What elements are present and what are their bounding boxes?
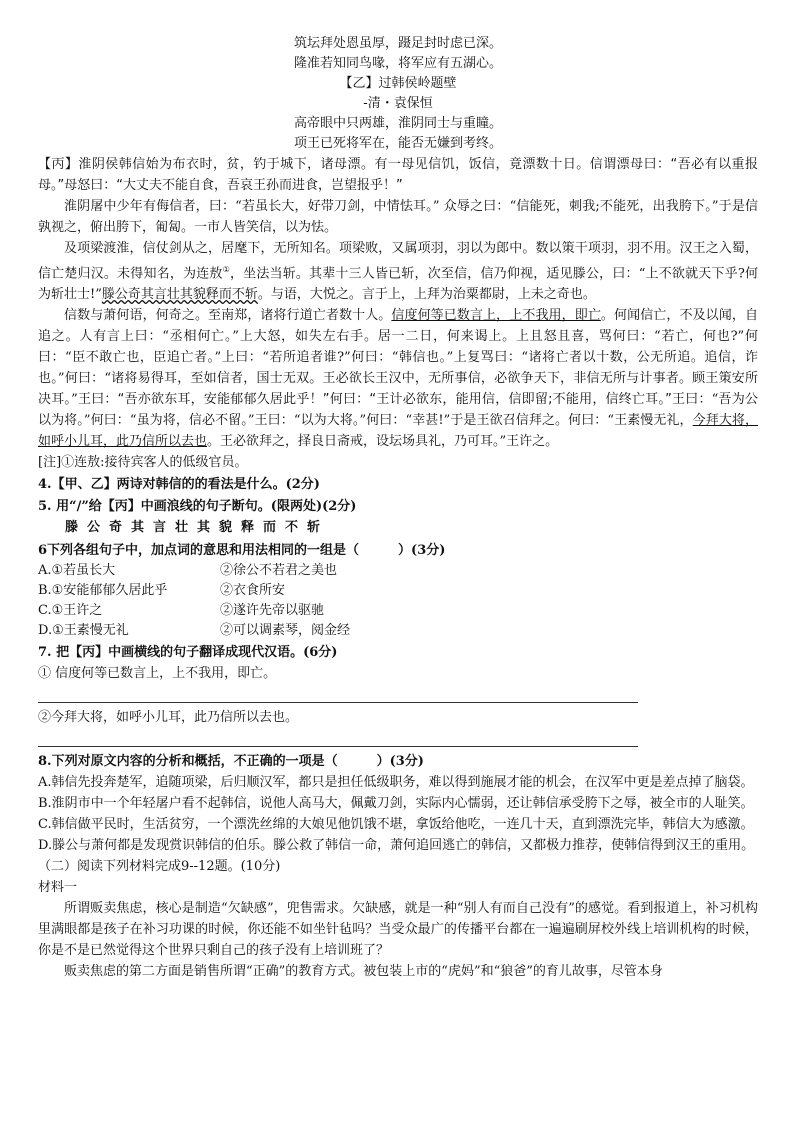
option-a: A.①若虽长大 (38, 563, 116, 579)
question-5: 5. 用“/”给【丙】中画浪线的句子断句。(限两处)(2分) (38, 499, 357, 515)
text-span: 【丙】淮阴侯韩信始为布衣时，贫，钓于城下，诸母漂。有一母见信饥，饭信，竟漂数十日。信谓漂母曰： (38, 157, 671, 172)
text-span: 母怒曰： (64, 178, 117, 193)
poem-yi (38, 74, 758, 154)
wavy-underlined-sentence: 滕公奇其言壮其貌释而不斩 (101, 287, 258, 303)
answer-line[interactable] (38, 684, 638, 703)
passage-paragraph: 淮阴屠中少年有侮信者，曰：“若虽长大，好带刀剑，中情怯耳。” 众辱之曰：“信能死，刺我;不能死，出我胯下。”于是信孰视之，俯出胯下，匍匐。一市人皆笑信，以为怯。 (38, 199, 758, 235)
text-span: “吾亦欲东耳，安能郁郁久居此乎！” (117, 392, 330, 408)
text-span: 及项梁渡淮，信仗剑从之，居麾下，无所知名。项梁败，又属项羽，羽以为郎中。数以策干项羽，羽不用。汉王之入蜀，信亡楚归汉。未得知名，为连敖 (38, 241, 758, 282)
text-span: “大丈夫不能自食，吾哀王孙而进食，岂望报乎！” (116, 178, 403, 193)
option-a: D.①王素慢无礼 (38, 623, 129, 639)
option-row (38, 561, 758, 581)
answer-line[interactable] (38, 728, 638, 747)
option-b: ②衣食所安 (220, 583, 286, 599)
question-5-sentence: 滕公奇其言壮其貌释而不斩 (65, 520, 330, 536)
poem-jia-tail (38, 34, 758, 74)
question-6-options (38, 561, 758, 641)
document-page (38, 34, 758, 982)
passage-bing (38, 154, 758, 473)
text-span: 何曰： (329, 392, 370, 408)
text-span: “吾必有以重报母。” (38, 157, 758, 193)
passage-paragraph (38, 154, 758, 196)
option-row (38, 581, 758, 601)
text-span: 信数与萧何语，何奇之。至南郑，诸将行道亡者数十人。 (64, 308, 392, 324)
footnote-marker: ① (222, 265, 230, 274)
option-row (38, 621, 758, 641)
text-span: 。与语，大悦之。言于上，上拜为治粟都尉，上未之奇也。 (257, 287, 596, 303)
material-paragraph: 所谓贩卖焦虑，核心是制造“欠缺感”，兜售需求。欠缺感，就是一种“别人有而自己没有”的感觉。看到报道上，补习机构里满眼都是孩子在补习功课的时候，你还能不如坐针毡吗？当受众最广的传播平台都在一遍遍刷屏校外线上培训机构的时候，你是不是已然觉得这个世界只剩自己的孩子没有上培训班了？ (38, 901, 758, 959)
option-a: B.①安能郁郁久居此乎 (38, 583, 168, 599)
section-heading: （二）阅读下列材料完成9--12题。(10分) (38, 859, 281, 875)
question-8-option: C.韩信做平民时，生活贫穷，一个漂洗丝绵的大娘见他饥饿不堪，拿饭给他吃，一连几十天，直到漂洗完毕，韩信大为感激。 (38, 817, 754, 833)
question-4: 4.【甲、乙】两诗对韩信的的看法是什么。(2分) (38, 477, 320, 493)
question-7-item-1: ① 信度何等已数言上，上不我用，即亡。 (38, 666, 277, 682)
poem-author: -清・袁保恒 (363, 96, 433, 111)
option-row (38, 601, 758, 621)
passage-paragraph (38, 238, 758, 305)
poem-line: 隆准若知同鸟喙，将军应有五湖心。 (293, 56, 502, 71)
material-label: 材料一 (38, 880, 78, 896)
poem-line: 项王已死将军在，能否无嫌到考终。 (293, 136, 502, 151)
text-span: 。何闻信亡，不及以闻，自追之。人有言上曰：“丞相何亡。”上大怒，如失左右手。居一二日，何来谒上。上且怒且喜，骂何曰：“若亡，何也?”何曰：“臣不敢亡也，臣追亡者。”上曰：“若所追者谁?”何曰：“韩信也。”上复骂曰：“诸将亡者以十数，公无所追。追信，诈也。”何曰：“诸将易得耳，至如信者，国士无双。王必欲长王汉中，无所事信，必欲争天下，非信无所与计事者。顾王策安所决耳。”王曰： (38, 308, 758, 408)
footnote: [注]①连敖:接待宾客人的低级官员。 (38, 455, 248, 471)
underlined-sentence-2: 今拜大将，如呼小儿耳，此乃信所以去也 (38, 413, 758, 450)
option-b: ②可以调素琴，阅金经 (220, 623, 351, 639)
option-b: ②遂许先帝以驱驰 (220, 603, 325, 619)
option-a: C.①王许之 (38, 603, 103, 619)
underlined-sentence-1: 信度何等已数言上，上不我用，即亡 (391, 308, 601, 324)
poem-line: 高帝眼中只两雄，淮阴同士与重瞳。 (293, 116, 502, 131)
text-span: ，坐法当斩。其辈十三人皆已斩，次至信，信乃仰视，适见滕公，曰：“上不欲就天下乎?何为斩壮士!” (38, 266, 758, 303)
option-b: ②徐公不若君之美也 (220, 563, 338, 579)
text-span: 。王必欲拜之，择良日斋戒，设坛场具礼，乃可耳。”王许之。 (207, 434, 559, 450)
poem-title: 【乙】过韩侯岭题壁 (339, 76, 457, 91)
question-7-item-2: ②今拜大将，如呼小儿耳，此乃信所以去也。 (38, 710, 299, 726)
passage-paragraph (38, 305, 758, 452)
question-8-option: A.韩信先投奔楚军，追随项梁，后归顺汉军，都只是担任低级职务，难以得到施展才能的机会，在汉军中更是差点掉了脑袋。 (38, 775, 754, 791)
poem-line: 筑坛拜处恩虽厚，蹑足封时虑已深。 (293, 36, 502, 51)
question-7: 7. 把【丙】中画横线的句子翻译成现代汉语。(6分) (38, 645, 338, 661)
text-span: 王曰：“吾为公以为将。”何曰：“虽为将，信必不留。”王曰：“以为大将。”何曰：“幸甚!”于是王欲召信拜之。何曰：“王素慢无礼， (38, 392, 758, 429)
question-8-option: B.淮阴市中一个年轻屠户看不起韩信，说他人高马大，佩戴刀剑，实际内心懦弱，还让韩信承受胯下之辱，被全市的人耻笑。 (38, 796, 754, 812)
question-8-option: D.滕公与萧何都是发现赏识韩信的伯乐。滕公救了韩信一命，萧何追回逃亡的韩信，又都极力推荐，使韩信得到汉王的重用。 (38, 838, 755, 854)
text-span: “王计必欲东，能用信，信即留;不能用，信终亡耳。” (369, 392, 672, 408)
material-paragraph: 贩卖焦虑的第二方面是销售所谓“正确”的教育方式。被包装上市的“虎妈”和“狼爸”的育儿故事，尽管本身 (64, 964, 663, 980)
question-6: 6下列各组句子中，加点词的意思和用法相同的一组是（ ）(3分) (38, 543, 446, 559)
question-8: 8.下列对原文内容的分析和概括，不正确的一项是（ ）(3分) (38, 754, 424, 770)
